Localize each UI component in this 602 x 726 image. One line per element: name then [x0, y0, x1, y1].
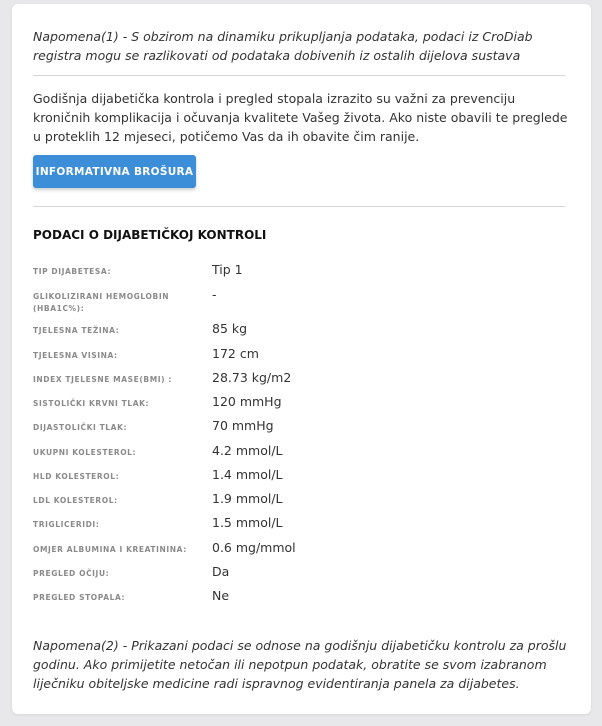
value-eye-exam: Da: [212, 564, 230, 579]
label-systolic-pressure: SISTOLIČKI KRVNI TLAK:: [33, 399, 150, 408]
value-bmi: 28.73 kg/m2: [212, 370, 292, 385]
informative-brochure-button[interactable]: INFORMATIVNA BROŠURA: [33, 155, 196, 188]
section-title: PODACI O DIJABETIČKOJ KONTROLI: [33, 228, 267, 242]
label-diastolic-pressure: DIJASTOLIČKI TLAK:: [33, 423, 128, 432]
divider-top: [33, 75, 565, 76]
value-diastolic-pressure: 70 mmHg: [212, 418, 274, 433]
intro-text: Godišnja dijabetička kontrola i pregled stopala izrazito su važni za prevenciju kroničnih komplikacija i očuvanja kvalitete Vašeg života. Ako niste obavili te preglede u proteklih 12 mjeseci, potičemo Vas da ih obavite čim ranije.: [33, 91, 568, 144]
diabetes-control-card: [12, 4, 591, 714]
label-eye-exam: PREGLED OČIJU:: [33, 569, 110, 578]
label-total-cholesterol: UKUPNI KOLESTEROL:: [33, 448, 137, 457]
label-triglycerides: TRIGLICERIDI:: [33, 520, 100, 529]
value-albumin-creatinine-ratio: 0.6 mg/mmol: [212, 540, 296, 555]
value-hdl-cholesterol: 1.4 mmol/L: [212, 467, 283, 482]
value-hba1c: -: [212, 287, 217, 302]
note-data-collection: Napomena(1) - S obzirom na dinamiku prikupljanja podataka, podaci iz CroDiab registra mogu se razlikovati od podataka dobivenih iz ostalih dijelova sustava: [33, 29, 533, 63]
label-body-height: TJELESNA VISINA:: [33, 351, 118, 360]
divider-middle: [33, 206, 565, 207]
value-triglycerides: 1.5 mmol/L: [212, 515, 283, 530]
value-ldl-cholesterol: 1.9 mmol/L: [212, 491, 283, 506]
label-hba1c: GLIKOLIZIRANI HEMOGLOBIN (HBA1C%):: [33, 292, 170, 313]
value-foot-exam: Ne: [212, 588, 230, 603]
label-ldl-cholesterol: LDL KOLESTEROL:: [33, 496, 118, 505]
label-body-weight: TJELESNA TEŽINA:: [33, 326, 120, 335]
label-hdl-cholesterol: HLD KOLESTEROL:: [33, 472, 120, 481]
label-diabetes-type: TIP DIJABETESA:: [33, 267, 112, 276]
value-total-cholesterol: 4.2 mmol/L: [212, 443, 283, 458]
value-diabetes-type: Tip 1: [212, 262, 243, 277]
label-foot-exam: PREGLED STOPALA:: [33, 593, 126, 602]
label-albumin-creatinine-ratio: OMJER ALBUMINA I KREATININA:: [33, 545, 187, 554]
label-bmi: INDEX TJELESNE MASE(BMI) :: [33, 375, 172, 384]
value-body-weight: 85 kg: [212, 321, 248, 336]
value-body-height: 172 cm: [212, 346, 259, 361]
value-systolic-pressure: 120 mmHg: [212, 394, 282, 409]
note-annual-control: Napomena(2) - Prikazani podaci se odnose na godišnju dijabetičku kontrolu za prošlu godinu. Ako primijetite netočan ili nepotpun podatak, obratite se svom izabranom liječniku obiteljske medicine radi ispravnog evidentiranja panela za dijabetes.: [33, 638, 567, 691]
